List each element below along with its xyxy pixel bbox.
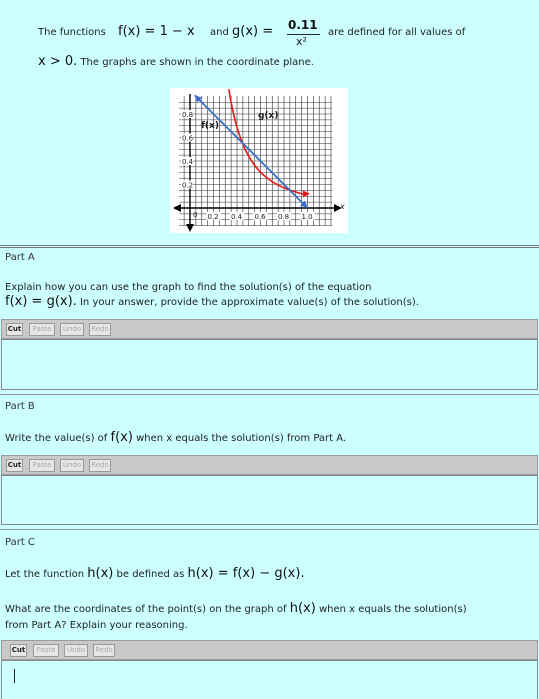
coordinate-graph (170, 88, 348, 233)
part-c-answer-input[interactable] (1, 660, 538, 699)
section-divider (0, 394, 539, 395)
part-b-prompt-post: when x equals the solution(s) from Part A. (132, 433, 347, 444)
part-a-editor-toolbar (1, 319, 538, 339)
x-axis-label: x (340, 202, 345, 211)
stem-and-text: and (210, 27, 229, 38)
g-fraction-denominator: x² (296, 35, 307, 48)
y-tick-label: 0.2 (182, 181, 194, 190)
part-b-math: f(x) (110, 430, 133, 445)
g-definition-lhs: g(x) = (232, 24, 274, 39)
part-c-def-pre: Let the function (5, 569, 88, 580)
part-a-equation: f(x) = g(x). (5, 294, 77, 309)
part-c-q-pre: What are the coordinates of the point(s) on the graph of (5, 604, 290, 615)
x-tick-label: 1.0 (301, 213, 313, 221)
part-c-editor-toolbar (1, 640, 538, 660)
stem-line2-text: The graphs are shown in the coordinate plane. (80, 57, 314, 68)
y-axis-arrow (186, 224, 194, 232)
y-tick-label: 0.8 (182, 111, 194, 119)
x-tick-label: 0.6 (254, 213, 266, 221)
part-c-label: Part C (5, 537, 35, 548)
domain-condition: x > 0. (38, 54, 78, 69)
section-divider (0, 245, 539, 246)
part-c-def-mid: be defined as (113, 569, 188, 580)
y-tick-label: 0.6 (182, 134, 194, 143)
part-c-question-line2: from Part A? Explain your reasoning. (5, 620, 188, 631)
part-a-answer-input[interactable] (1, 339, 538, 390)
part-c-q-math: h(x) (289, 601, 316, 616)
stem-post-text: are defined for all values of (328, 27, 466, 38)
x-tick-label: 0.8 (278, 213, 290, 221)
undo-button[interactable]: Undo (60, 323, 84, 336)
question-stem-line2 (38, 54, 314, 69)
cut-button[interactable]: Cut (6, 459, 23, 472)
f-curve-label: f(x) (201, 121, 219, 131)
part-b-label: Part B (5, 401, 35, 412)
x-axis-arrow-left (173, 204, 181, 212)
paste-button[interactable]: Paste (29, 459, 55, 472)
cut-button[interactable]: Cut (10, 644, 27, 657)
part-a-prompt-line2 (5, 294, 535, 309)
f-definition: f(x) = 1 − x (118, 24, 195, 39)
x-tick-label: 0.2 (207, 213, 219, 221)
part-c-definition (5, 566, 535, 581)
graph-svg (170, 88, 348, 233)
origin-label: 0 (193, 211, 198, 219)
x-tick-label: 0.4 (231, 213, 243, 221)
part-b-prompt (5, 430, 535, 445)
cut-button[interactable]: Cut (6, 323, 23, 336)
section-divider (0, 529, 539, 530)
part-c-h-name: h(x) (87, 566, 114, 581)
stem-pre-text: The functions (38, 27, 106, 38)
undo-button[interactable]: Undo (60, 459, 84, 472)
part-a-prompt-rest: In your answer, provide the approximate value(s) of the solution(s). (76, 297, 419, 308)
part-c-q-post: when x equals the solution(s) (315, 604, 467, 615)
redo-button[interactable]: Redo (89, 323, 111, 336)
text-caret (14, 669, 15, 683)
part-a-label: Part A (5, 252, 35, 263)
part-c-h-definition: h(x) = f(x) − g(x). (187, 566, 305, 581)
y-tick-label: 0.4 (182, 158, 194, 166)
part-b-editor-toolbar (1, 455, 538, 475)
part-b-prompt-pre: Write the value(s) of (5, 433, 111, 444)
g-fraction-numerator: 0.11 (288, 18, 318, 32)
redo-button[interactable]: Redo (93, 644, 115, 657)
redo-button[interactable]: Redo (89, 459, 111, 472)
f-line (195, 95, 308, 208)
part-b-answer-input[interactable] (1, 475, 538, 525)
question-stem-line1 (38, 18, 518, 52)
paste-button[interactable]: Paste (33, 644, 59, 657)
paste-button[interactable]: Paste (29, 323, 55, 336)
part-a-prompt-line1: Explain how you can use the graph to find the solution(s) of the equation (5, 282, 372, 293)
g-curve-label: g(x) (258, 111, 279, 121)
undo-button[interactable]: Undo (64, 644, 88, 657)
section-divider (0, 247, 539, 248)
part-c-question-line1 (5, 601, 535, 616)
graph-grid (179, 96, 332, 226)
